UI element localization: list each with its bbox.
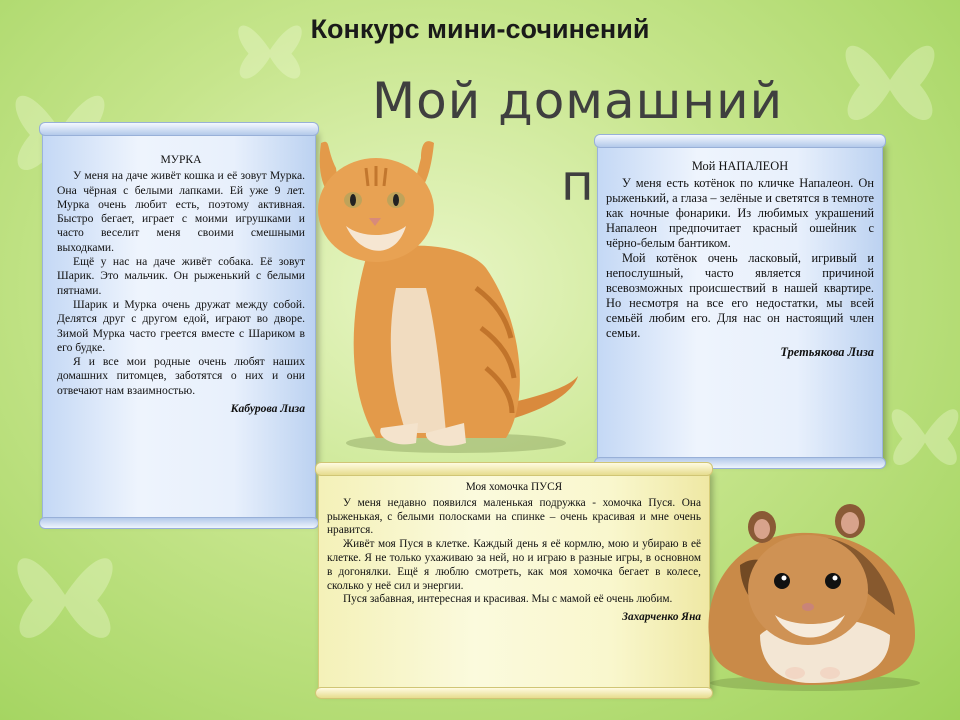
essay-text xyxy=(57,153,305,416)
butterfly-decoration xyxy=(880,380,960,490)
scroll-curl xyxy=(39,517,319,529)
essay-author: Захарченко Яна xyxy=(622,611,701,624)
essay-paragraph: Живёт моя Пуся в клетке. Каждый день я её кормлю, мою и убираю в её клетке. Я не только ухаживаю за ней, но и играю в разные игры, в основном в догонялки. Ещё я люблю смотреть, как моя хомочка бегает в колесе, сколько у неё сил и энергии. xyxy=(327,538,701,592)
essay-scroll-murka xyxy=(42,130,316,522)
hamster-image xyxy=(700,495,925,695)
essay-author: Кабурова Лиза xyxy=(230,402,305,416)
essay-paragraph: Шарик и Мурка очень дружат между собой. Делятся друг с другом едой, играют во дворе. Зимой Мурка часто греется вместе с Шариком в его будке. xyxy=(57,297,305,354)
essay-heading: Мой НАПАЛЕОН xyxy=(691,159,789,173)
essay-paragraph: У меня на даче живёт кошка и её зовут Мурка. Она чёрная с белыми лапками. Ей уже 9 лет. Мурка очень любит есть, поэтому активная. Быстро бегает, играет с моими игрушками и часто веселит меня своими смешными выходками. xyxy=(57,169,305,254)
page-subtitle: Мой домашний xyxy=(372,72,784,130)
essay-paragraph: У меня есть котёнок по кличке Напалеон. Он рыженький, а глаза – зелёные и светятся в темноте как ночные фонарики. Из любимых украшений Напалеон предпочитает красный ошейник с чёрно-белым бантиком. xyxy=(606,176,874,250)
essay-paragraph: У меня недавно появился маленькая подружка - хомочка Пуся. Она рыженькая, с белыми полосками на спинке – очень красивая и мне очень нравится. xyxy=(327,496,701,537)
essay-heading: МУРКА xyxy=(160,153,202,166)
essay-paragraph: Мой котёнок очень ласковый, игривый и непослушный, часто является причиной всевозможных происшествий в нашей квартире. Но несмотря на все его недостатки, мы всей семьёй любим его. Для нас он настоящий член семьи. xyxy=(606,251,874,340)
scroll-curl xyxy=(315,687,713,699)
cat-image xyxy=(306,138,586,458)
essay-paragraph: Пуся забавная, интересная и красивая. Мы с мамой её очень любим. xyxy=(343,593,673,606)
scroll-curl xyxy=(315,462,713,476)
essay-text xyxy=(327,481,701,625)
essay-scroll-napaleon xyxy=(597,142,883,462)
essay-text xyxy=(606,159,874,360)
essay-heading: Моя хомочка ПУСЯ xyxy=(465,481,563,493)
butterfly-decoration xyxy=(0,520,130,670)
essay-scroll-pusya xyxy=(318,470,710,692)
page-subtitle-continued: п xyxy=(561,154,594,212)
essay-author: Третьякова Лиза xyxy=(780,345,874,359)
page-title: Конкурс мини-сочинений xyxy=(310,14,650,44)
scroll-curl xyxy=(594,134,886,148)
scroll-curl xyxy=(39,122,319,136)
essay-paragraph: Я и все мои родные очень любят наших домашних питомцев, заботятся о них и они отвечают нам взаимностью. xyxy=(57,355,305,397)
essay-paragraph: Ещё у нас на даче живёт собака. Её зовут Шарик. Это мальчик. Он рыженький с белыми пятнами. xyxy=(57,255,305,297)
